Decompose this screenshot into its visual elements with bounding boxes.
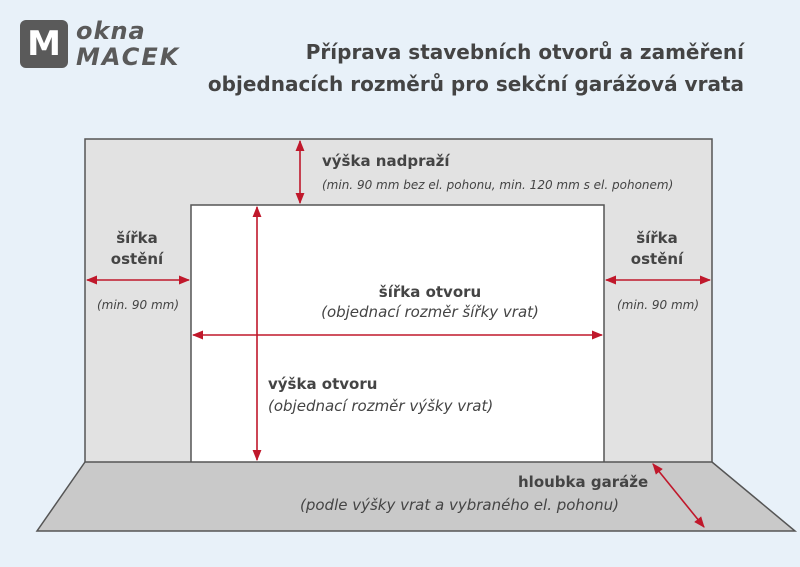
lintel-height-label: výška nadpraží [322, 152, 450, 170]
garage-depth-arrow [653, 464, 704, 527]
opening-height-note: (objednací rozměr výšky vrat) [268, 397, 494, 415]
opening-width-note: (objednací rozměr šířky vrat) [321, 303, 539, 321]
jamb-right-label [612, 228, 702, 270]
jamb-left-line2: ostění [110, 250, 164, 268]
opening-width-label: šířka otvoru [378, 283, 482, 301]
opening-outline [191, 205, 604, 462]
jamb-right-line2: ostění [630, 250, 684, 268]
jamb-left-line1: šířka [116, 229, 158, 247]
lintel-height-note: (min. 90 mm bez el. pohonu, min. 120 mm s el. pohonem) [322, 178, 674, 192]
jamb-right-note: (min. 90 mm) [616, 298, 700, 312]
logo-text-line2: MACEK [76, 43, 181, 71]
jamb-left-note: (min. 90 mm) [96, 298, 180, 312]
title-line1: Příprava stavebních otvorů a zaměření [305, 40, 744, 64]
jamb-left-label [92, 228, 182, 270]
title-line2: objednacích rozměrů pro sekční garážová vrata [207, 72, 744, 96]
opening-height-label: výška otvoru [268, 375, 378, 393]
garage-depth-note: (podle výšky vrat a vybraného el. pohonu) [300, 496, 619, 514]
logo-mark-icon: M [20, 20, 68, 68]
logo-text-line1: okna [76, 17, 146, 45]
garage-depth-label: hloubka garáže [518, 473, 649, 491]
jamb-right-line1: šířka [636, 229, 678, 247]
